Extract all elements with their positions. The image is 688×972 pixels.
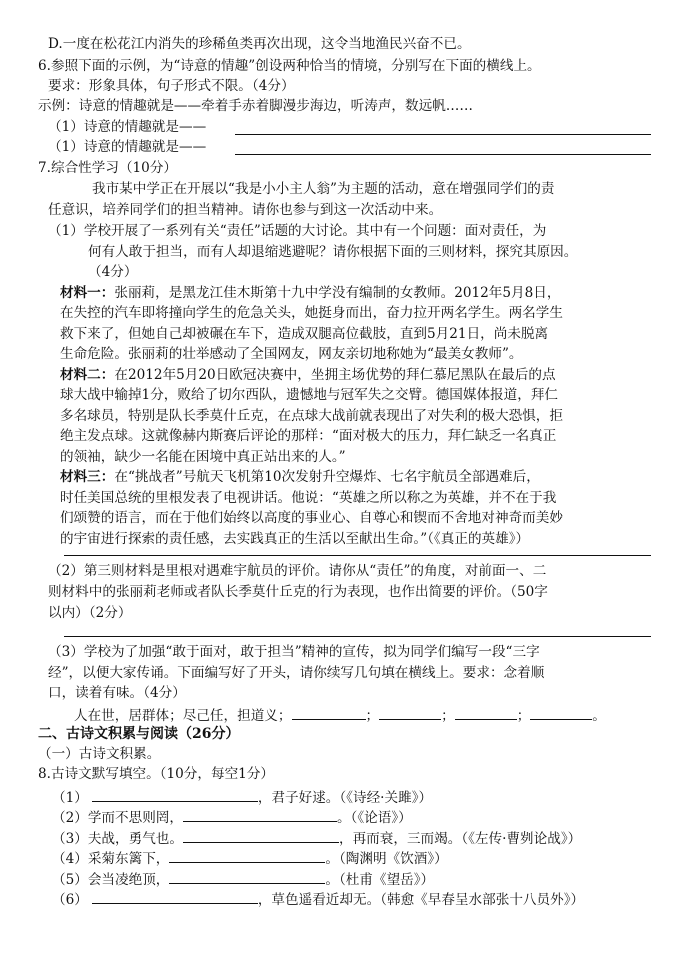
material-1-line4: 生命危险。张丽莉的壮举感动了全国网友，网友亲切地称她为“最美女教师”。 [60, 346, 523, 362]
material-1-line3: 救下来了，但她自己却被碾在车下，造成双腿高位截肢，直到5月21日，尚未脱离 [60, 326, 549, 342]
q6-answer-line-1[interactable] [235, 134, 651, 135]
q6-answer-line-2[interactable] [235, 154, 651, 155]
q6-stem: 6.参照下面的示例，为“诗意的情趣”创设两种恰当的情境，分别写在下面的横线上。 [38, 58, 541, 74]
q7-sub2-line1: （2）第三则材料是里根对遇难宇航员的评价。请你从“责任”的角度，对前面一、二 [48, 563, 547, 579]
q8-blank-1[interactable] [92, 789, 258, 802]
q8-item-4: （4）采菊东篱下， 。（陶渊明《饮酒》） [52, 851, 448, 867]
q7-sub3-line2: 经”，以便大家传诵。下面编写好了开头，请你续写几句填在横线上。要求：念着顺 [48, 665, 545, 681]
q7-title: 7.综合性学习（10分） [38, 160, 178, 176]
q7-sub2-answer-line[interactable] [64, 636, 651, 637]
material-2-line3: 多名球员，特别是队长季莫什丘克，在点球大战前就表现出了对失利的极大恐惧，拒 [60, 408, 563, 424]
material-2-line4: 绝主发点球。这就像赫内斯赛后评论的那样：“面对极大的压力，拜仁缺乏一名真正 [60, 428, 557, 444]
q8-item-3: （3）夫战，勇气也。 ，再而衰，三而竭。（《左传·曹刿论战》） [52, 831, 582, 847]
material-1-line2: 在失控的汽车即将撞向学生的危急关头，她挺身而出，奋力拉开两名学生。两名学生 [60, 305, 563, 321]
material-2-line2: 球大战中输掉1分，败给了切尔西队，遗憾地与冠军失之交臂。德国媒体报道，拜仁 [60, 387, 559, 403]
material-3-line2: 时任美国总统的里根发表了电视讲话。他说：“英雄之所以称之为英雄，并不在于我 [60, 490, 557, 506]
q6-blank1-label: （1）诗意的情趣就是—— [48, 119, 207, 135]
q6-requirement: 要求：形象具体，句子形式不限。（4分） [48, 78, 295, 94]
material-3-line4: 的宇宙进行探索的责任感，去实践真正的生活以至献出生命。”（《真正的英雄》） [60, 531, 530, 547]
q7-sub3-verse: 人在世，居群体；尽己任，担道义； ； ； ； 。 [74, 708, 606, 724]
q8-blank-4[interactable] [169, 850, 325, 863]
section-2-title: 二、古诗文积累与阅读（26分） [38, 726, 240, 742]
q8-blank-5[interactable] [169, 871, 325, 884]
q8-blank-3[interactable] [183, 830, 339, 843]
q8-item-6: （6） ，草色遥看近却无。（韩愈《早春呈水部张十八员外》） [52, 892, 585, 908]
q5-option-d: D.一度在松花江内消失的珍稀鱼类再次出现，这令当地渔民兴奋不已。 [48, 36, 471, 52]
q8-blank-6[interactable] [92, 891, 258, 904]
q8-item-5: （5）会当凌绝顶， 。（杜甫《望岳》） [52, 872, 435, 888]
q7-sub1-line1: （1）学校开展了一系列有关“责任”话题的大讨论。其中有一个问题：面对责任，为 [48, 223, 547, 239]
q7-intro-line1: 我市某中学正在开展以“我是小小主人翁”为主题的活动，意在增强同学们的责 [92, 181, 555, 197]
q8-title: 8.古诗文默写填空。（10分，每空1分） [38, 766, 275, 782]
q7-sub3-line1: （3）学校为了加强“敢于面对，敢于担当”精神的宣传，拟为同学们编写一段“三字 [48, 644, 540, 660]
q7-sub2-line3: 以内）（2分） [48, 605, 132, 621]
verse-blank-2[interactable] [379, 707, 441, 720]
q7-sub2-line2: 则材料中的张丽莉老师或者队长季莫什丘克的行为表现，也作出简要的评价。（50字 [48, 584, 548, 600]
material-3-line1: 材料三：在“挑战者”号航天飞机第10次发射升空爆炸、七名宇航员全部遇难后， [60, 469, 540, 485]
q7-intro-line2: 任意识，培养同学们的担当精神。请你也参与到这一次活动中来。 [48, 202, 443, 218]
q6-blank2-label: （1）诗意的情趣就是—— [48, 139, 207, 155]
material-2-line5: 的领袖，缺少一名能在困境中真正站出来的人。” [60, 449, 346, 465]
q7-sub1-line2: 何有人敢于担当，而有人却退缩逃避呢？请你根据下面的三则材料，探究其原因。 [88, 244, 578, 260]
material-3-label: 材料三： [60, 469, 115, 485]
material-1-label: 材料一： [60, 285, 115, 301]
q8-blank-2[interactable] [183, 809, 337, 822]
verse-blank-3[interactable] [455, 707, 517, 720]
section-2-part1: （一）古诗文积累。 [38, 746, 161, 762]
material-3-line3: 们颂赞的语言，而在于他们始终以高度的事业心、自尊心和锲而不舍地对神奇而美妙 [60, 510, 563, 526]
q6-example: 示例：诗意的情趣就是——牵着手赤着脚漫步海边，听涛声，数远帆…… [38, 98, 473, 114]
material-2-label: 材料二： [60, 367, 115, 383]
verse-blank-4[interactable] [530, 707, 592, 720]
q7-sub1-answer-line[interactable] [64, 555, 651, 556]
verse-blank-1[interactable] [292, 707, 366, 720]
q7-sub1-score: （4分） [88, 264, 138, 280]
q8-item-2: （2）学而不思则罔， 。（《论语》） [52, 810, 412, 826]
q8-item-1: （1） ，君子好逑。（《诗经·关雎》） [52, 790, 433, 806]
material-1-line1: 材料一：张丽莉，是黑龙江佳木斯第十九中学没有编制的女教师。2012年5月8日， [60, 285, 561, 301]
material-2-line1: 材料二：在2012年5月20日欧冠决赛中，坐拥主场优势的拜仁慕尼黑队在最后的点 [60, 367, 556, 383]
q7-sub3-line3: 口，读着有味。（4分） [48, 685, 186, 701]
